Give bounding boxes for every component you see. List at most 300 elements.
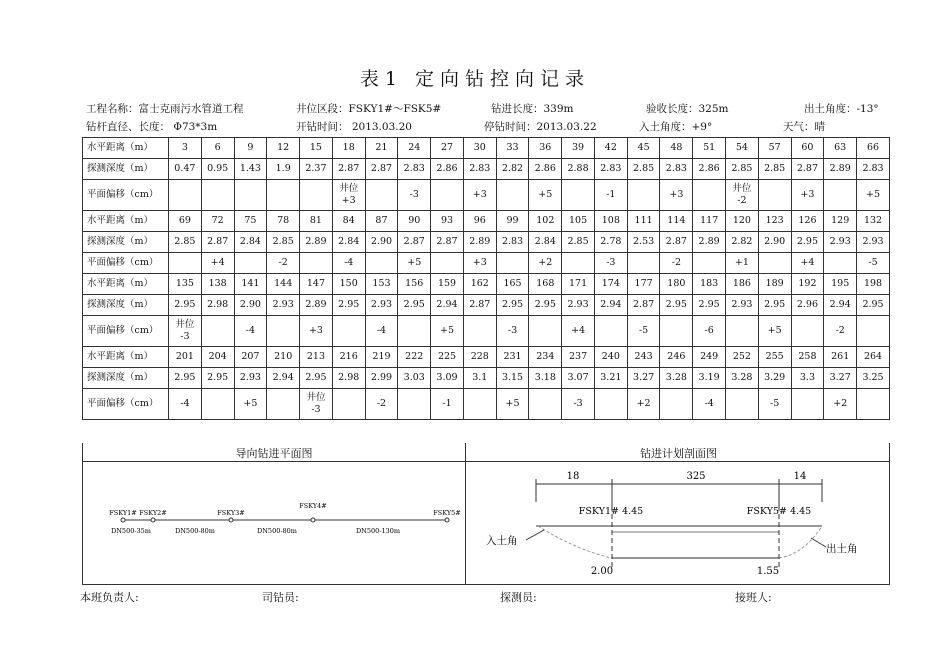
distance-cell: 186 xyxy=(726,274,759,295)
offset-cell xyxy=(201,180,234,211)
offset-cell xyxy=(267,180,300,211)
profile-title: 钻进计划剖面图 xyxy=(640,447,717,460)
distance-cell: 51 xyxy=(693,138,726,159)
depth-cell: 2.89 xyxy=(300,232,333,253)
offset-cell xyxy=(463,316,496,347)
offset-cell xyxy=(267,316,300,347)
distance-cell: 141 xyxy=(234,274,267,295)
distance-cell: 75 xyxy=(234,211,267,232)
distance-cell: 60 xyxy=(791,138,824,159)
plan-drawing xyxy=(83,462,465,584)
distance-cell: 120 xyxy=(726,211,759,232)
distance-cell: 9 xyxy=(234,138,267,159)
offset-cell xyxy=(300,180,333,211)
offset-cell: -1 xyxy=(594,180,627,211)
depth-cell: 2.93 xyxy=(267,295,300,316)
offset-cell: +2 xyxy=(824,389,857,420)
distance-row xyxy=(83,138,890,159)
depth-cell: 3.3 xyxy=(791,368,824,389)
entry-angle-label: 入土角 xyxy=(486,535,518,547)
depth-cell: 2.94 xyxy=(267,368,300,389)
distance-cell: 18 xyxy=(332,138,365,159)
offset-cell xyxy=(267,389,300,420)
well-section: 井位区段：FSKY1#～FSK5# xyxy=(296,103,442,115)
shift-leader-label: 本班负责人: xyxy=(80,591,139,604)
profile-drawing xyxy=(466,462,890,584)
depth-cell: 2.85 xyxy=(627,159,660,180)
exit-angle-leader xyxy=(811,538,826,547)
distance-cell: 3 xyxy=(169,138,202,159)
offset-row xyxy=(83,316,890,347)
distance-cell: 180 xyxy=(660,274,693,295)
plan-segment-label: DN500-130m xyxy=(355,527,401,535)
depth-cell: 2.83 xyxy=(398,159,431,180)
depth-cell: 2.85 xyxy=(562,232,595,253)
offset-cell xyxy=(169,253,202,274)
exit-angle: 出土角度：-13° xyxy=(804,103,879,115)
depth-cell: 3.18 xyxy=(529,368,562,389)
offset-cell xyxy=(234,253,267,274)
offset-cell: -2 xyxy=(660,253,693,274)
offset-cell xyxy=(660,389,693,420)
offset-cell: -5 xyxy=(857,253,890,274)
depth-label: 探测深度（m） xyxy=(83,159,169,180)
offset-cell: +3 xyxy=(660,180,693,211)
distance-label: 水平距离（m） xyxy=(83,347,169,368)
depth-cell: 2.87 xyxy=(660,232,693,253)
distance-cell: 111 xyxy=(627,211,660,232)
offset-cell: -3 xyxy=(594,253,627,274)
depth-cell: 2.94 xyxy=(431,295,464,316)
exit-curve xyxy=(779,526,822,558)
depth-cell: 2.87 xyxy=(398,232,431,253)
offset-cell xyxy=(300,389,333,420)
distance-cell: 255 xyxy=(758,347,791,368)
plan-well-marker xyxy=(121,518,125,522)
depth-cell: 2.95 xyxy=(332,295,365,316)
depth-cell: 2.87 xyxy=(365,159,398,180)
distance-row xyxy=(83,274,890,295)
distance-cell: 117 xyxy=(693,211,726,232)
distance-cell: 237 xyxy=(562,347,595,368)
distance-cell: 12 xyxy=(267,138,300,159)
plan-segment-label: DN500-80m xyxy=(175,527,215,535)
offset-note: 井位 xyxy=(339,183,359,194)
distance-cell: 63 xyxy=(824,138,857,159)
depth-cell: 2.95 xyxy=(660,295,693,316)
detector-label: 探测员: xyxy=(500,591,537,604)
offset-cell xyxy=(365,253,398,274)
distance-cell: 198 xyxy=(857,274,890,295)
offset-cell: +2 xyxy=(529,253,562,274)
offset-cell: -1 xyxy=(431,389,464,420)
depth-cell: 2.93 xyxy=(234,368,267,389)
distance-cell: 246 xyxy=(660,347,693,368)
distance-cell: 264 xyxy=(857,347,890,368)
offset-cell xyxy=(201,316,234,347)
distance-cell: 225 xyxy=(431,347,464,368)
start-time: 开钻时间： 2013.03.20 xyxy=(296,121,412,133)
depth-cell: 2.95 xyxy=(529,295,562,316)
depth-cell: 2.87 xyxy=(332,159,365,180)
distance-row xyxy=(83,347,890,368)
distance-cell: 138 xyxy=(201,274,234,295)
entry-angle: 入土角度：+9° xyxy=(639,121,713,133)
distance-cell: 150 xyxy=(332,274,365,295)
distance-cell: 72 xyxy=(201,211,234,232)
depth-cell: 3.29 xyxy=(758,368,791,389)
offset-cell xyxy=(824,180,857,211)
offset-cell xyxy=(726,180,759,211)
distance-cell: 231 xyxy=(496,347,529,368)
depth-cell: 2.82 xyxy=(726,232,759,253)
depth-cell: 2.90 xyxy=(365,232,398,253)
offset-cell xyxy=(169,316,202,347)
depth-cell: 2.94 xyxy=(824,295,857,316)
offset-cell xyxy=(234,180,267,211)
depth-cell: 3.25 xyxy=(857,368,890,389)
depth-cell: 3.28 xyxy=(726,368,759,389)
depth-cell: 2.95 xyxy=(169,368,202,389)
distance-row xyxy=(83,211,890,232)
depth-cell: 2.84 xyxy=(529,232,562,253)
offset-cell: +5 xyxy=(431,316,464,347)
offset-cell xyxy=(594,316,627,347)
depth-cell: 2.87 xyxy=(201,232,234,253)
offset-cell xyxy=(169,180,202,211)
offset-cell xyxy=(332,389,365,420)
distance-cell: 42 xyxy=(594,138,627,159)
distance-cell: 189 xyxy=(758,274,791,295)
depth-cell: 3.21 xyxy=(594,368,627,389)
distance-cell: 21 xyxy=(365,138,398,159)
offset-cell xyxy=(627,253,660,274)
depth-cell: 2.93 xyxy=(824,232,857,253)
depth-cell: 2.93 xyxy=(562,295,595,316)
offset-cell: +5 xyxy=(496,389,529,420)
depth-cell: 3.1 xyxy=(463,368,496,389)
depth-cell: 2.87 xyxy=(463,295,496,316)
depth-cell: 2.89 xyxy=(300,295,333,316)
depth-cell: 2.88 xyxy=(562,159,595,180)
distance-cell: 78 xyxy=(267,211,300,232)
stop-time: 停钻时间：2013.03.22 xyxy=(484,121,597,133)
plan-well-label: FSKY3# xyxy=(217,509,245,517)
depth-row xyxy=(83,368,890,389)
offset-cell: +3 xyxy=(463,180,496,211)
distance-cell: 24 xyxy=(398,138,431,159)
distance-cell: 234 xyxy=(529,347,562,368)
distance-cell: 57 xyxy=(758,138,791,159)
depth-label: 探测深度（m） xyxy=(83,368,169,389)
offset-cell xyxy=(562,180,595,211)
depth-cell: 2.98 xyxy=(201,295,234,316)
distance-cell: 174 xyxy=(594,274,627,295)
offset-cell xyxy=(824,253,857,274)
offset-cell xyxy=(857,316,890,347)
depth-cell: 2.83 xyxy=(594,159,627,180)
offset-row xyxy=(83,389,890,420)
drawing-section xyxy=(82,443,890,585)
offset-note: 井位 xyxy=(732,183,752,194)
offset-value: -3 xyxy=(180,331,190,342)
depth-row xyxy=(83,295,890,316)
offset-cell: -4 xyxy=(169,389,202,420)
depth-cell: 2.87 xyxy=(431,232,464,253)
depth-cell: 2.78 xyxy=(594,232,627,253)
distance-cell: 132 xyxy=(857,211,890,232)
offset-cell xyxy=(791,389,824,420)
depth-cell: 2.83 xyxy=(857,159,890,180)
offset-cell xyxy=(201,389,234,420)
distance-cell: 96 xyxy=(463,211,496,232)
offset-cell xyxy=(431,253,464,274)
offset-value: -3 xyxy=(311,404,321,415)
depth-cell: 2.84 xyxy=(332,232,365,253)
distance-cell: 153 xyxy=(365,274,398,295)
offset-cell: +4 xyxy=(791,253,824,274)
distance-cell: 33 xyxy=(496,138,529,159)
depth-cell: 2.93 xyxy=(365,295,398,316)
distance-cell: 168 xyxy=(529,274,562,295)
offset-cell xyxy=(857,389,890,420)
distance-cell: 201 xyxy=(169,347,202,368)
offset-cell: -4 xyxy=(332,253,365,274)
control-record-table xyxy=(82,137,890,420)
depth-cell: 2.93 xyxy=(726,295,759,316)
depth-cell: 0.47 xyxy=(169,159,202,180)
plan-well-label: FSKY5# xyxy=(433,509,461,517)
depth-cell: 2.89 xyxy=(824,159,857,180)
distance-cell: 129 xyxy=(824,211,857,232)
depth-cell: 2.95 xyxy=(398,295,431,316)
depth-cell: 2.95 xyxy=(758,295,791,316)
distance-cell: 162 xyxy=(463,274,496,295)
distance-cell: 15 xyxy=(300,138,333,159)
distance-cell: 105 xyxy=(562,211,595,232)
offset-cell xyxy=(758,253,791,274)
depth-cell: 2.95 xyxy=(791,232,824,253)
offset-cell: +1 xyxy=(726,253,759,274)
offset-cell xyxy=(660,316,693,347)
distance-cell: 228 xyxy=(463,347,496,368)
depth-cell: 2.86 xyxy=(529,159,562,180)
depth-cell: 3.28 xyxy=(660,368,693,389)
plan-well-marker xyxy=(445,518,449,522)
offset-label: 平面偏移（cm） xyxy=(83,253,169,274)
rod-spec: 钻杆直径、长度： Φ73*3m xyxy=(86,121,218,133)
depth-cell: 2.85 xyxy=(726,159,759,180)
depth-row xyxy=(83,159,890,180)
distance-cell: 54 xyxy=(726,138,759,159)
offset-cell: +5 xyxy=(529,180,562,211)
dim-main-length: 325 xyxy=(686,471,706,482)
offset-cell xyxy=(463,389,496,420)
distance-cell: 45 xyxy=(627,138,660,159)
distance-cell: 195 xyxy=(824,274,857,295)
offset-cell: -3 xyxy=(496,316,529,347)
distance-label: 水平距离（m） xyxy=(83,274,169,295)
depth-cell: 2.85 xyxy=(758,159,791,180)
page-title: 表1 定向钻控向记录 xyxy=(359,68,591,90)
well-right-label: FSKY5# 4.45 xyxy=(746,506,812,517)
plan-well-marker xyxy=(311,518,315,522)
depth-cell: 2.83 xyxy=(463,159,496,180)
offset-cell: +5 xyxy=(234,389,267,420)
depth-cell: 1.9 xyxy=(267,159,300,180)
project-name: 工程名称：富士克雨污水管道工程 xyxy=(86,103,244,115)
offset-row xyxy=(83,253,890,274)
distance-cell: 102 xyxy=(529,211,562,232)
distance-cell: 210 xyxy=(267,347,300,368)
depth-cell: 2.99 xyxy=(365,368,398,389)
offset-cell xyxy=(496,253,529,274)
depth-cell: 3.09 xyxy=(431,368,464,389)
depth-cell: 3.19 xyxy=(693,368,726,389)
offset-cell xyxy=(726,316,759,347)
offset-cell xyxy=(300,253,333,274)
offset-cell: +2 xyxy=(627,389,660,420)
depth-cell: 2.95 xyxy=(300,368,333,389)
offset-cell xyxy=(594,389,627,420)
distance-label: 水平距离（m） xyxy=(83,138,169,159)
distance-cell: 243 xyxy=(627,347,660,368)
offset-cell: +3 xyxy=(300,316,333,347)
depth-cell: 2.93 xyxy=(857,232,890,253)
entry-angle-leader xyxy=(526,530,544,540)
distance-cell: 156 xyxy=(398,274,431,295)
plan-well-marker xyxy=(151,518,155,522)
offset-cell xyxy=(758,180,791,211)
depth-cell: 3.27 xyxy=(824,368,857,389)
depth-cell: 2.84 xyxy=(234,232,267,253)
depth-cell: 2.98 xyxy=(332,368,365,389)
depth-cell: 2.95 xyxy=(693,295,726,316)
offset-cell: -4 xyxy=(693,389,726,420)
distance-cell: 207 xyxy=(234,347,267,368)
offset-cell xyxy=(627,180,660,211)
distance-cell: 48 xyxy=(660,138,693,159)
offset-cell xyxy=(693,180,726,211)
offset-cell xyxy=(365,180,398,211)
depth-label: 探测深度（m） xyxy=(83,295,169,316)
depth-cell: 2.85 xyxy=(267,232,300,253)
depth-cell: 2.86 xyxy=(431,159,464,180)
offset-cell xyxy=(562,253,595,274)
distance-cell: 219 xyxy=(365,347,398,368)
driller-label: 司钻员: xyxy=(262,591,299,604)
distance-cell: 69 xyxy=(169,211,202,232)
drill-length: 钻进长度：339m xyxy=(491,103,574,115)
depth-cell: 2.82 xyxy=(496,159,529,180)
distance-cell: 177 xyxy=(627,274,660,295)
successor-label: 接班人: xyxy=(735,591,772,604)
plan-segment-label: DN500-35m xyxy=(111,527,151,535)
depth-cell: 3.03 xyxy=(398,368,431,389)
distance-label: 水平距离（m） xyxy=(83,211,169,232)
offset-cell xyxy=(398,316,431,347)
distance-cell: 159 xyxy=(431,274,464,295)
depth-cell: 2.95 xyxy=(496,295,529,316)
depth-cell: 2.95 xyxy=(169,295,202,316)
distance-cell: 39 xyxy=(562,138,595,159)
distance-cell: 30 xyxy=(463,138,496,159)
distance-cell: 81 xyxy=(300,211,333,232)
offset-cell xyxy=(496,180,529,211)
distance-cell: 135 xyxy=(169,274,202,295)
distance-cell: 240 xyxy=(594,347,627,368)
distance-cell: 204 xyxy=(201,347,234,368)
offset-row xyxy=(83,180,890,211)
acceptance-length: 验收长度：325m xyxy=(646,103,729,115)
distance-cell: 36 xyxy=(529,138,562,159)
offset-cell: -3 xyxy=(398,180,431,211)
plan-well-label: FSKY4# xyxy=(299,502,327,510)
offset-note: 井位 xyxy=(175,319,195,330)
depth-right: 1.55 xyxy=(756,566,780,577)
distance-cell: 183 xyxy=(693,274,726,295)
entry-curve xyxy=(538,526,612,558)
offset-cell: -2 xyxy=(365,389,398,420)
depth-left: 2.00 xyxy=(590,566,614,577)
plan-well-marker xyxy=(229,518,233,522)
depth-cell: 2.85 xyxy=(169,232,202,253)
depth-cell: 0.95 xyxy=(201,159,234,180)
offset-cell: +3 xyxy=(463,253,496,274)
distance-cell: 90 xyxy=(398,211,431,232)
offset-cell xyxy=(431,180,464,211)
offset-cell: +4 xyxy=(201,253,234,274)
distance-cell: 6 xyxy=(201,138,234,159)
distance-cell: 252 xyxy=(726,347,759,368)
distance-cell: 123 xyxy=(758,211,791,232)
distance-cell: 249 xyxy=(693,347,726,368)
exit-angle-label: 出土角 xyxy=(826,543,858,555)
distance-cell: 93 xyxy=(431,211,464,232)
depth-cell: 3.15 xyxy=(496,368,529,389)
offset-cell xyxy=(726,389,759,420)
depth-row xyxy=(83,232,890,253)
offset-cell: -4 xyxy=(365,316,398,347)
offset-cell xyxy=(398,389,431,420)
distance-cell: 171 xyxy=(562,274,595,295)
plan-well-label: FSKY1# xyxy=(109,509,137,517)
offset-label: 平面偏移（cm） xyxy=(83,316,169,347)
well-left-label: FSKY1# 4.45 xyxy=(578,506,644,517)
offset-cell xyxy=(529,316,562,347)
depth-cell: 1.43 xyxy=(234,159,267,180)
depth-cell: 2.83 xyxy=(496,232,529,253)
depth-cell: 2.37 xyxy=(300,159,333,180)
offset-cell: +5 xyxy=(398,253,431,274)
depth-cell: 3.07 xyxy=(562,368,595,389)
offset-cell xyxy=(529,389,562,420)
offset-cell xyxy=(332,316,365,347)
offset-cell: +3 xyxy=(791,180,824,211)
plan-well-label: FSKY2# xyxy=(139,509,167,517)
distance-cell: 147 xyxy=(300,274,333,295)
offset-value: +3 xyxy=(341,195,356,206)
distance-cell: 114 xyxy=(660,211,693,232)
distance-cell: 192 xyxy=(791,274,824,295)
depth-label: 探测深度（m） xyxy=(83,232,169,253)
offset-cell: -2 xyxy=(267,253,300,274)
distance-cell: 87 xyxy=(365,211,398,232)
offset-cell xyxy=(332,180,365,211)
offset-cell: +4 xyxy=(562,316,595,347)
distance-cell: 216 xyxy=(332,347,365,368)
distance-cell: 27 xyxy=(431,138,464,159)
